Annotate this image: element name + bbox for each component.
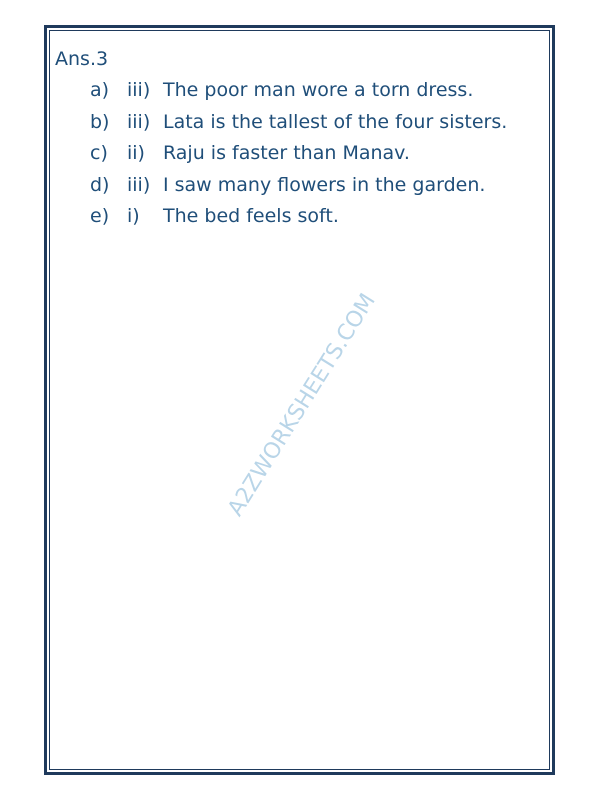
answer-letter: c) xyxy=(90,142,108,164)
answer-option: iii) xyxy=(127,173,151,196)
answer-sentence: I saw many flowers in the garden. xyxy=(163,173,486,196)
answer-row-d xyxy=(90,173,507,205)
answer-sentence: Raju is faster than Manav. xyxy=(163,142,410,164)
answer-letter: b) xyxy=(90,110,110,133)
answer-row-b xyxy=(90,110,507,142)
answer-letter: d) xyxy=(90,173,110,196)
answer-sentence: Lata is the tallest of the four sisters. xyxy=(163,110,508,133)
answer-letter: e) xyxy=(90,205,110,227)
answer-option: ii) xyxy=(127,142,145,164)
answer-option: iii) xyxy=(127,79,151,101)
answer-letter: a) xyxy=(90,79,110,101)
answer-row-a xyxy=(90,78,507,110)
answer-row-c xyxy=(90,141,507,173)
answer-option: iii) xyxy=(127,110,151,133)
watermark: A2ZWORKSHEETS.COM xyxy=(223,289,381,521)
answer-heading: Ans.3 xyxy=(55,48,109,70)
answer-sentence: The poor man wore a torn dress. xyxy=(163,79,474,101)
answer-sentence: The bed feels soft. xyxy=(163,205,339,227)
answer-list xyxy=(90,78,507,236)
answer-option: i) xyxy=(127,205,140,227)
answer-row-e xyxy=(90,204,507,236)
